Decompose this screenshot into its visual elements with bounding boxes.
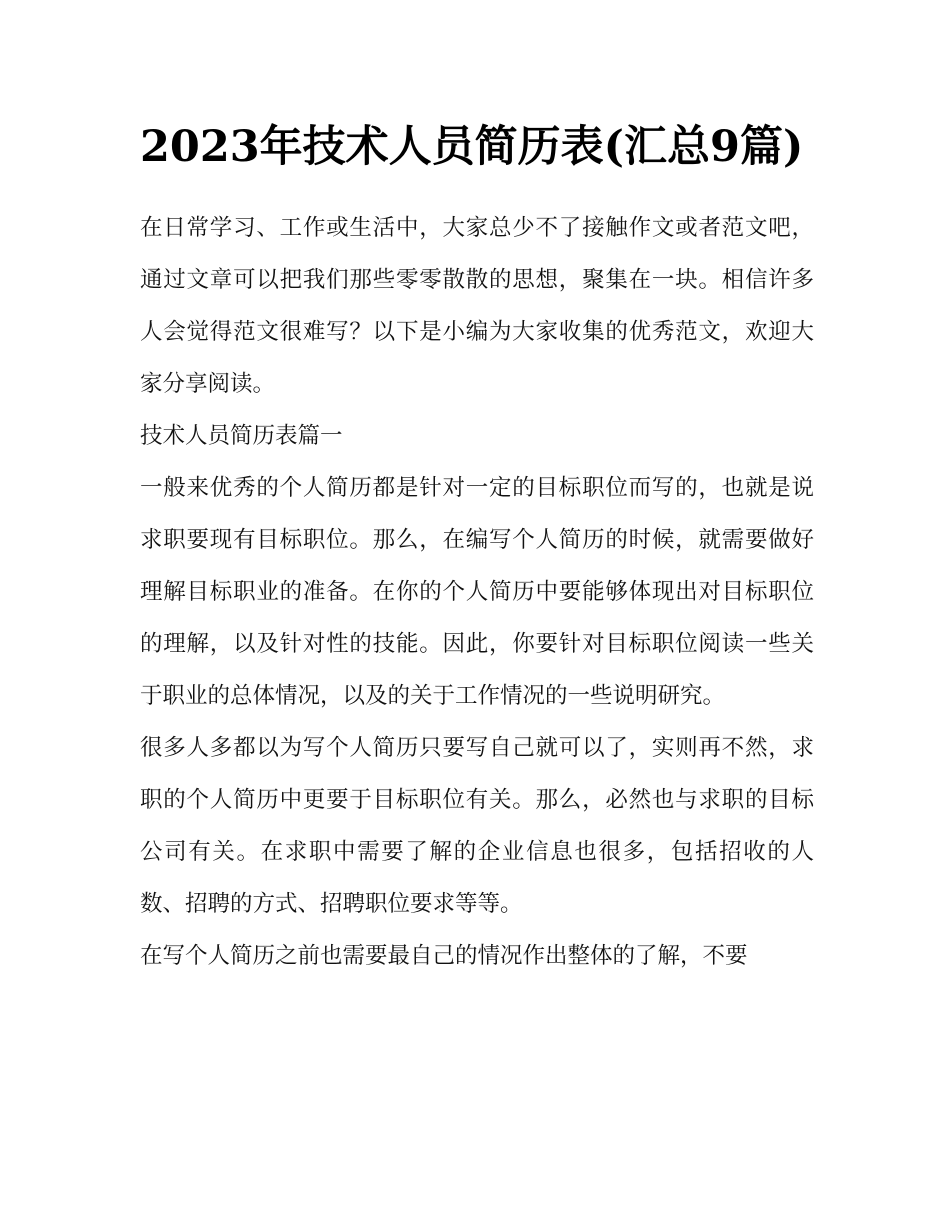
document-title: 2023年技术人员简历表(汇总9篇) (140, 122, 804, 172)
section-heading: 技术人员简历表篇一 (140, 423, 343, 449)
document-page (140, 116, 814, 982)
intro-paragraph: 在日常学习、工作或生活中，大家总少不了接触作文或者范文吧，通过文章可以把我们那些零零散散的思想，聚集在一块。相信许多人会觉得范文很难写？以下是小编为大家收集的优秀范文，欢迎大家分享阅读。 (140, 215, 814, 397)
body-paragraph: 一般来优秀的个人简历都是针对一定的目标职位而写的，也就是说求职要现有目标职位。那么，在编写个人简历的时候，就需要做好理解目标职业的准备。在你的个人简历中要能够体现出对目标职位的理解，以及针对性的技能。因此，你要针对目标职位阅读一些关于职业的总体情况，以及的关于工作情况的一些说明研究。 (140, 475, 814, 709)
body-paragraph: 很多人多都以为写个人简历只要写自己就可以了，实则再不然，求职的个人简历中更要于目标职位有关。那么，必然也与求职的目标公司有关。在求职中需要了解的企业信息也很多，包括招收的人数、招聘的方式、招聘职位要求等等。 (140, 735, 814, 917)
body-paragraph: 在写个人简历之前也需要最自己的情况作出整体的了解，不要 (140, 943, 748, 969)
document-body (140, 202, 814, 982)
